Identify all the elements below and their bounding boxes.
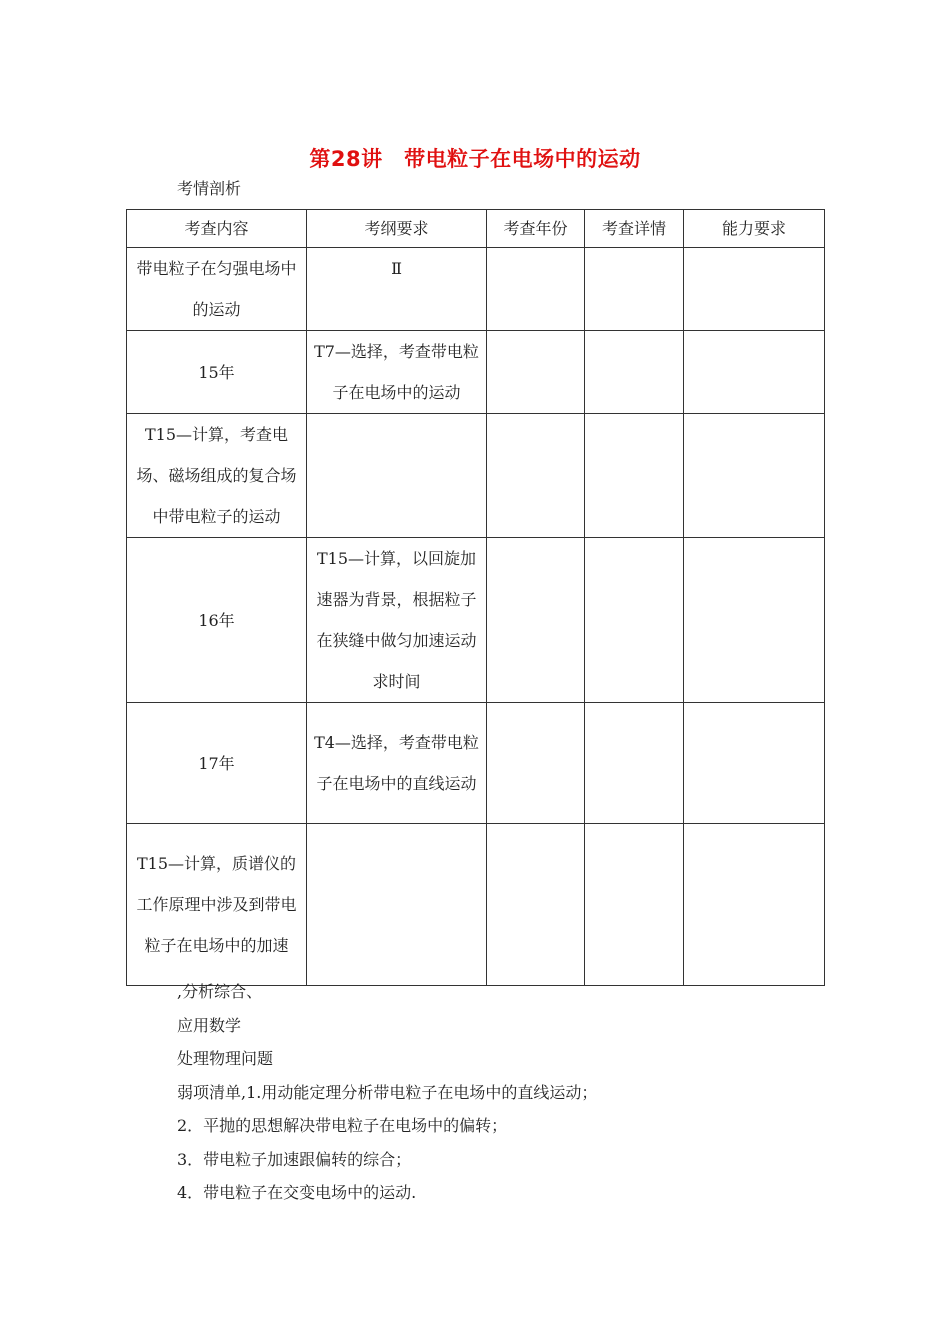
- header-cell-detail: 考查详情: [585, 210, 684, 248]
- table-cell: 15年: [127, 331, 307, 414]
- table-cell: 带电粒子在匀强电场中的运动: [127, 248, 307, 331]
- table-cell: T15—计算，以回旋加速器为背景，根据粒子在狭缝中做匀加速运动求时间: [307, 538, 487, 703]
- table-cell: [585, 248, 684, 331]
- table-cell: 16年: [127, 538, 307, 703]
- table-cell: [487, 414, 585, 538]
- table-cell: [487, 248, 585, 331]
- note-line: 弱项清单,1.用动能定理分析带电粒子在电场中的直线运动；: [177, 1082, 598, 1102]
- table-cell: [487, 331, 585, 414]
- note-line: 处理物理问题: [177, 1049, 274, 1068]
- table-cell: [487, 538, 585, 703]
- table-cell: [684, 538, 825, 703]
- table-cell: [684, 331, 825, 414]
- table-cell: [684, 414, 825, 538]
- note-line: 应用数学: [177, 1015, 242, 1035]
- table-cell: [684, 248, 825, 331]
- note-line: 2．平抛的思想解决带电粒子在电场中的偏转；: [177, 1116, 508, 1135]
- table-row: [127, 414, 825, 538]
- header-cell-requirement: 考纲要求: [307, 210, 487, 248]
- table-cell: [585, 331, 684, 414]
- table-cell: Ⅱ: [307, 248, 487, 331]
- note-line: 3．带电粒子加速跟偏转的综合；: [177, 1149, 412, 1169]
- table-row: [127, 248, 825, 331]
- table-cell: T15—计算，质谱仪的工作原理中涉及到带电粒子在电场中的加速: [127, 824, 307, 986]
- table-cell: 17年: [127, 703, 307, 824]
- table-cell: T7—选择，考查带电粒子在电场中的运动: [307, 331, 487, 414]
- table-cell: [684, 703, 825, 824]
- table-cell: [585, 824, 684, 986]
- note-line: 4．带电粒子在交变电场中的运动.: [177, 1183, 417, 1202]
- table-cell: [487, 824, 585, 986]
- table-cell: [585, 414, 684, 538]
- table-cell: [487, 703, 585, 824]
- table-row: [127, 824, 825, 986]
- table-cell: [585, 703, 684, 824]
- table-cell: [585, 538, 684, 703]
- table-cell: [307, 824, 487, 986]
- header-cell-year: 考查年份: [487, 210, 585, 248]
- table-row: [127, 703, 825, 824]
- table-cell: T4—选择，考查带电粒子在电场中的直线运动: [307, 703, 487, 824]
- table-row: [127, 331, 825, 414]
- table-cell: [684, 824, 825, 986]
- notes-section: [177, 975, 597, 1210]
- section-label: 考情剖析: [177, 179, 242, 198]
- header-cell-content: 考查内容: [127, 210, 307, 248]
- table-cell: [307, 414, 487, 538]
- header-cell-ability: 能力要求: [684, 210, 825, 248]
- exam-analysis-table: [126, 209, 825, 986]
- table-header-row: [127, 210, 825, 248]
- table-row: [127, 538, 825, 703]
- page-title: 第28讲 带电粒子在电场中的运动: [309, 147, 641, 171]
- table-cell: T15—计算，考查电场、磁场组成的复合场中带电粒子的运动: [127, 414, 307, 538]
- note-line: ,分析综合、: [177, 982, 263, 1001]
